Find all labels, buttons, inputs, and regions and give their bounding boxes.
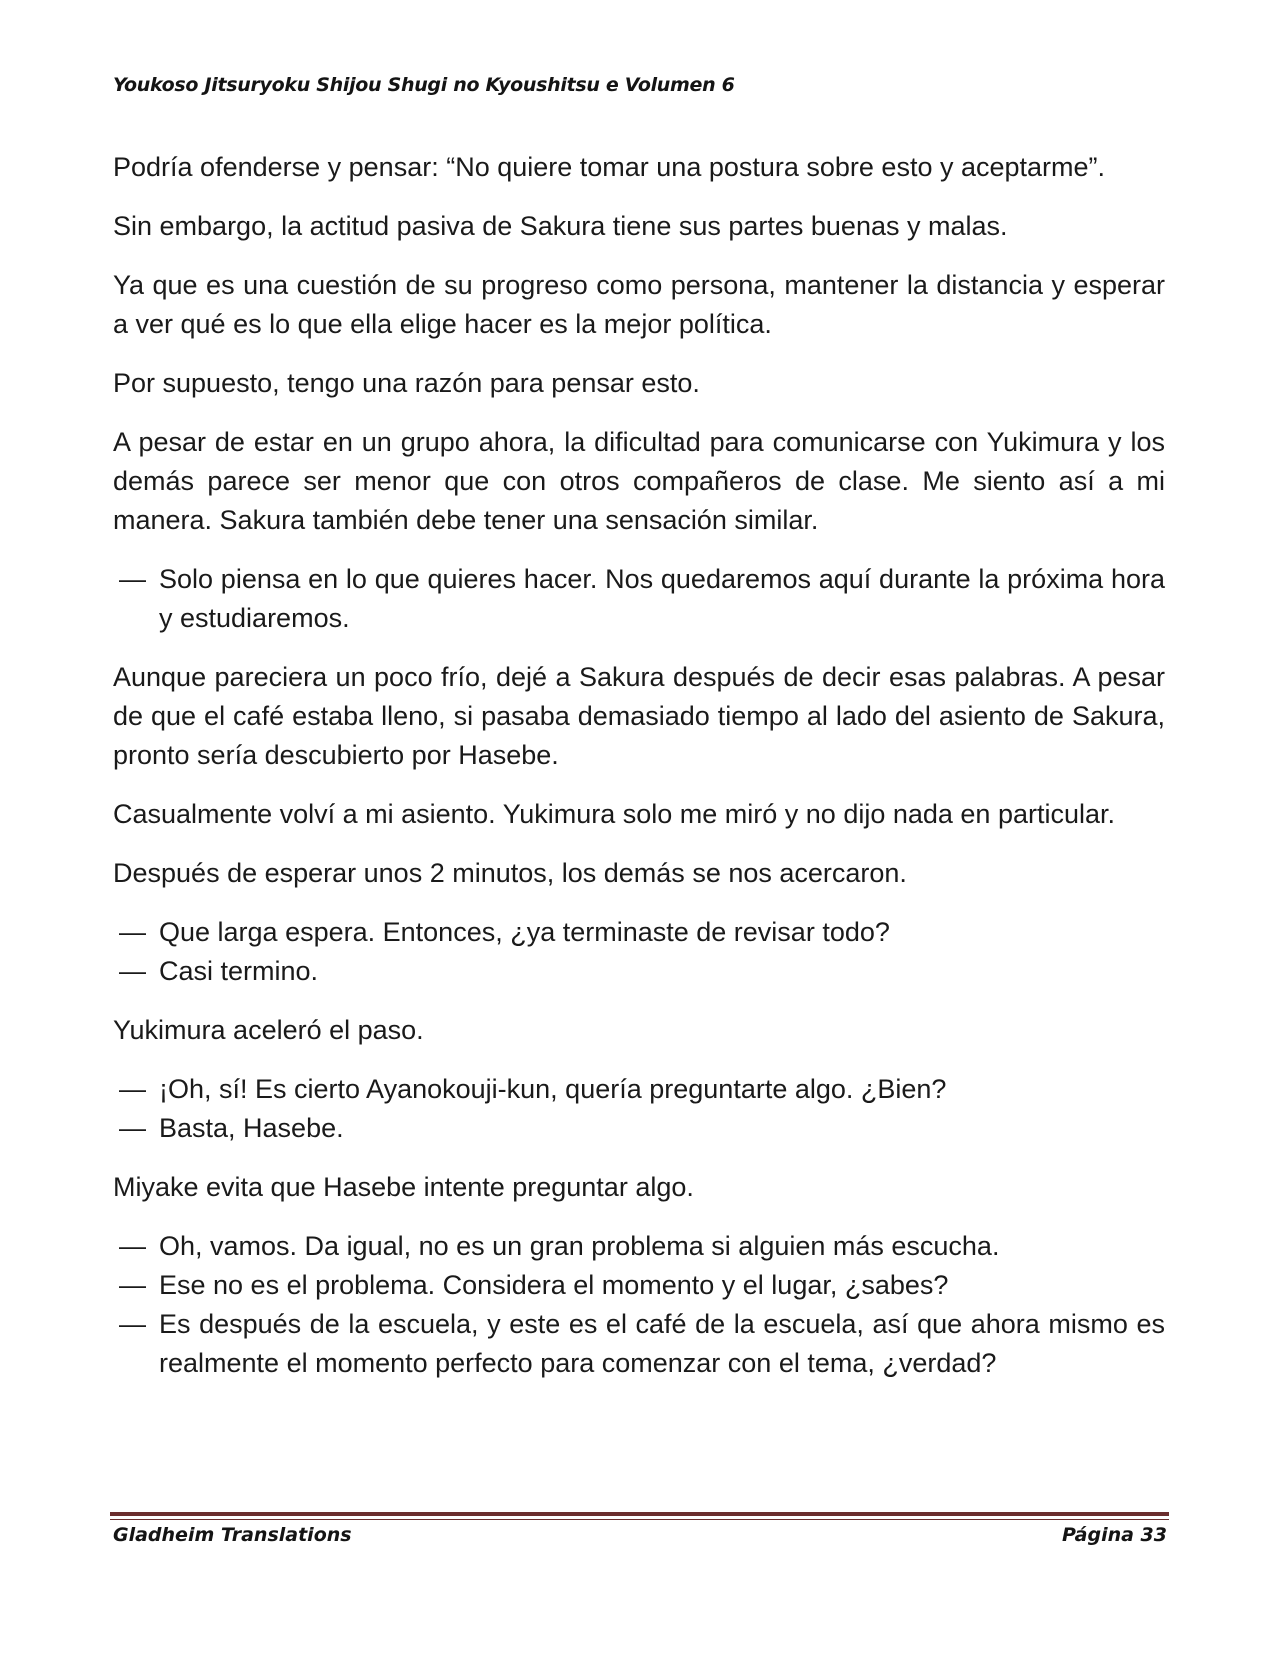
page-number: Página 33 [1061, 1524, 1167, 1546]
dialogue-dash: — [119, 1113, 146, 1143]
dialogue-dash: — [119, 1231, 146, 1261]
footer-divider-thin [110, 1519, 1169, 1520]
running-header: Youkoso Jitsuryoku Shijou Shugi no Kyoushitsu e Volumen 6 [113, 74, 735, 96]
dialogue-line [113, 1070, 1165, 1109]
dialogue-text: Casi termino. [159, 956, 319, 986]
footer-divider [110, 1512, 1169, 1516]
dialogue-line [113, 1305, 1165, 1383]
dialogue-dash: — [119, 564, 146, 594]
dialogue-line [113, 913, 1165, 952]
dialogue-line [113, 560, 1165, 638]
dialogue-text: Oh, vamos. Da igual, no es un gran problema si alguien más escucha. [159, 1231, 1000, 1261]
paragraph: Ya que es una cuestión de su progreso como persona, mantener la distancia y esperar a ver qué es lo que ella elige hacer es la mejor política. [113, 270, 1165, 339]
dialogue-text: Que larga espera. Entonces, ¿ya terminaste de revisar todo? [159, 917, 890, 947]
page-body [113, 148, 1165, 1403]
dialogue-line [113, 1109, 1165, 1148]
dialogue-group [113, 560, 1165, 638]
paragraph: Aunque pareciera un poco frío, dejé a Sakura después de decir esas palabras. A pesar de que el café estaba lleno, si pasaba demasiado tiempo al lado del asiento de Sakura, pronto sería descubierto por Hasebe. [113, 662, 1165, 770]
paragraph: A pesar de estar en un grupo ahora, la dificultad para comunicarse con Yukimura y los demás parece ser menor que con otros compañeros de clase. Me siento así a mi manera. Sakura también debe tener una sensación similar. [113, 427, 1165, 535]
dialogue-dash: — [119, 1074, 146, 1104]
paragraph: Miyake evita que Hasebe intente preguntar algo. [113, 1172, 694, 1202]
dialogue-text: Solo piensa en lo que quieres hacer. Nos quedaremos aquí durante la próxima hora y estudiaremos. [159, 564, 1165, 633]
paragraph: Por supuesto, tengo una razón para pensar esto. [113, 368, 700, 398]
dialogue-text: ¡Oh, sí! Es cierto Ayanokouji-kun, quería preguntarte algo. ¿Bien? [159, 1074, 947, 1104]
dialogue-group [113, 1227, 1165, 1383]
paragraph: Podría ofenderse y pensar: “No quiere tomar una postura sobre esto y aceptarme”. [113, 152, 1106, 182]
dialogue-text: Ese no es el problema. Considera el momento y el lugar, ¿sabes? [159, 1270, 949, 1300]
paragraph: Sin embargo, la actitud pasiva de Sakura tiene sus partes buenas y malas. [113, 211, 1008, 241]
footer-credit: Gladheim Translations [113, 1524, 352, 1546]
dialogue-group [113, 1070, 1165, 1148]
dialogue-dash: — [119, 917, 146, 947]
dialogue-text: Es después de la escuela, y este es el café de la escuela, así que ahora mismo es realmente el momento perfecto para comenzar con el tema, ¿verdad? [159, 1309, 1165, 1378]
paragraph: Yukimura aceleró el paso. [113, 1015, 424, 1045]
dialogue-line [113, 1227, 1165, 1266]
dialogue-dash: — [119, 956, 146, 986]
dialogue-text: Basta, Hasebe. [159, 1113, 344, 1143]
dialogue-dash: — [119, 1309, 146, 1339]
dialogue-line [113, 952, 1165, 991]
paragraph: Después de esperar unos 2 minutos, los demás se nos acercaron. [113, 858, 907, 888]
dialogue-line [113, 1266, 1165, 1305]
dialogue-dash: — [119, 1270, 146, 1300]
dialogue-group [113, 913, 1165, 991]
paragraph: Casualmente volví a mi asiento. Yukimura solo me miró y no dijo nada en particular. [113, 799, 1116, 829]
